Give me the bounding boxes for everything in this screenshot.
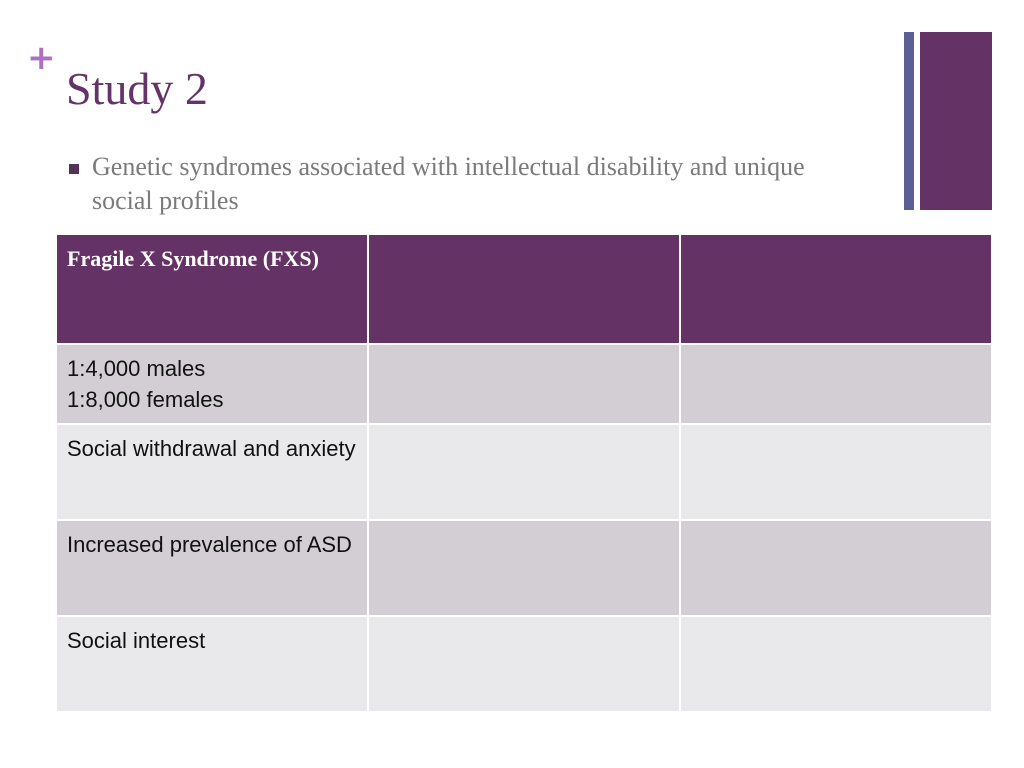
table-row bbox=[56, 344, 992, 424]
table-cell bbox=[680, 424, 992, 520]
table-cell: 1:4,000 males 1:8,000 females bbox=[56, 344, 368, 424]
table-row bbox=[56, 520, 992, 616]
table-cell bbox=[680, 616, 992, 712]
table-cell bbox=[680, 344, 992, 424]
table-row bbox=[56, 616, 992, 712]
table-cell: Social withdrawal and anxiety bbox=[56, 424, 368, 520]
table-row bbox=[56, 424, 992, 520]
table-cell bbox=[368, 424, 680, 520]
table-header-row bbox=[56, 234, 992, 344]
header-cell bbox=[680, 234, 992, 344]
syndrome-table bbox=[55, 233, 993, 713]
header-cell bbox=[368, 234, 680, 344]
table-cell: Social interest bbox=[56, 616, 368, 712]
plus-icon: + bbox=[27, 38, 56, 78]
table-cell: Increased prevalence of ASD bbox=[56, 520, 368, 616]
accent-bar-thin bbox=[904, 32, 914, 210]
table-cell bbox=[368, 616, 680, 712]
bullet-point bbox=[66, 150, 856, 218]
table-cell bbox=[368, 520, 680, 616]
table-cell bbox=[680, 520, 992, 616]
square-bullet-icon bbox=[69, 164, 79, 174]
slide-title: Study 2 bbox=[66, 63, 208, 114]
table-cell bbox=[368, 344, 680, 424]
header-cell: Fragile X Syndrome (FXS) bbox=[56, 234, 368, 344]
accent-bar-thick bbox=[920, 32, 992, 210]
bullet-text: Genetic syndromes associated with intellectual disability and unique social profiles bbox=[92, 152, 805, 215]
